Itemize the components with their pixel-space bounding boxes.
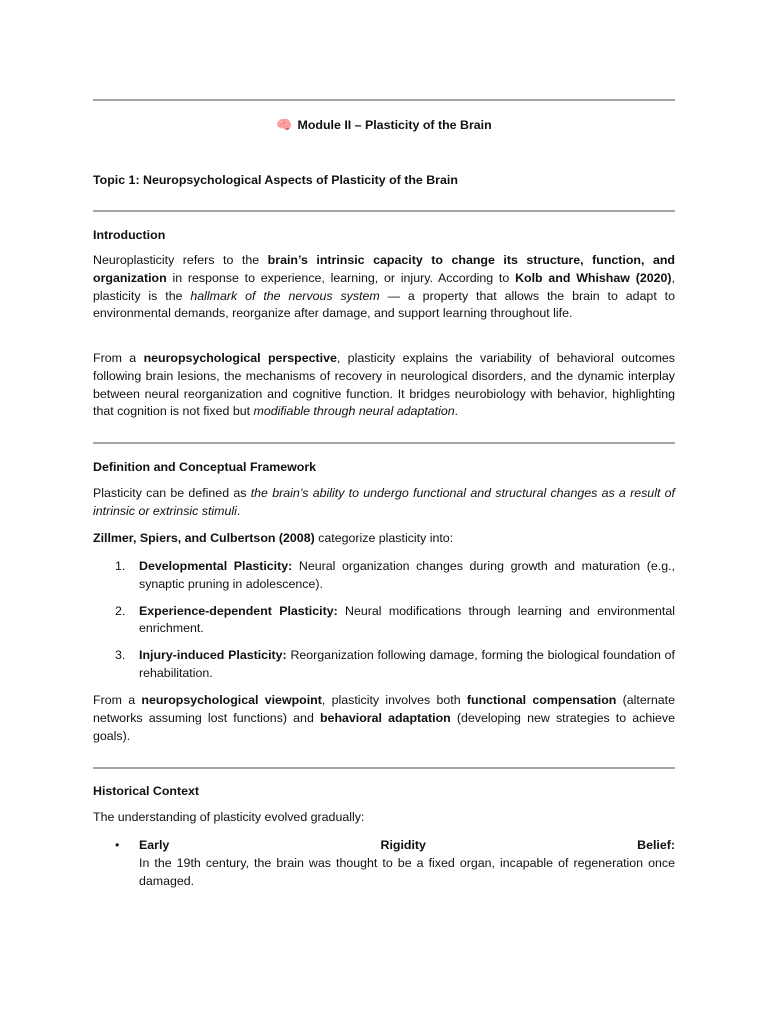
bullet-heading: Early Rigidity Belief:: [139, 838, 675, 852]
divider: [93, 99, 675, 101]
definition-paragraph-2: Zillmer, Spiers, and Culbertson (2008) categorize plasticity into:: [93, 531, 454, 545]
section-heading-history: Historical Context: [93, 784, 200, 798]
bullet-text: In the 19th century, the brain was thought to be a fixed organ, incapable of regeneration once damaged.: [139, 855, 675, 888]
definition-paragraph-1: Plasticity can be defined as the brain’s ability to undergo functional and structural changes as a result of intrinsic or extrinsic stimuli.: [93, 486, 675, 518]
divider: [93, 767, 675, 769]
brain-icon: 🧠: [276, 117, 293, 132]
divider: [93, 442, 675, 444]
intro-paragraph-2: From a neuropsychological perspective, plasticity explains the variability of behavioral outcomes following brain lesions, the mechanisms of recovery in neurological disorders, and the dynamic interplay between neural reorganization and cognitive function. It bridges neurobiology with behavior, highlighting that cognition is not fixed but modifiable through neural adaptation.: [93, 351, 675, 419]
divider: [93, 210, 675, 212]
section-heading-introduction: Introduction: [93, 228, 166, 242]
section-heading-definition: Definition and Conceptual Framework: [93, 460, 317, 474]
list-item: 1. Developmental Plasticity: Neural organization changes during growth and maturation (e.g., synaptic pruning in adolescence).: [115, 559, 675, 591]
history-paragraph-1: The understanding of plasticity evolved gradually:: [93, 810, 365, 824]
list-item: 3. Injury-induced Plasticity: Reorganization following damage, forming the biological foundation of rehabilitation.: [115, 648, 676, 680]
topic-title: Topic 1: Neuropsychological Aspects of Plasticity of the Brain: [93, 173, 458, 187]
intro-paragraph-1: Neuroplasticity refers to the brain’s intrinsic capacity to change its structure, function, and organization in response to experience, learning, or injury. According to Kolb and Whishaw (2020), plasticity is the hallmark of the nervous system — a property that allows the brain to adapt to environmental demands, reorganize after damage, and support learning throughout life.: [93, 253, 675, 321]
definition-paragraph-3: From a neuropsychological viewpoint, plasticity involves both functional compensation (alternate networks assuming lost functions) and behavioral adaptation (developing new strategies to achieve goals).: [93, 693, 675, 743]
list-item: • Early Rigidity Belief: In the 19th century, the brain was thought to be a fixed organ, incapable of regeneration once damaged.: [93, 837, 675, 890]
history-list: [93, 837, 675, 890]
plasticity-types-list: [93, 558, 675, 683]
module-title: 🧠 Module II – Plasticity of the Brain: [276, 117, 492, 132]
list-item: 2. Experience-dependent Plasticity: Neural modifications through learning and environmental enrichment.: [115, 603, 675, 636]
